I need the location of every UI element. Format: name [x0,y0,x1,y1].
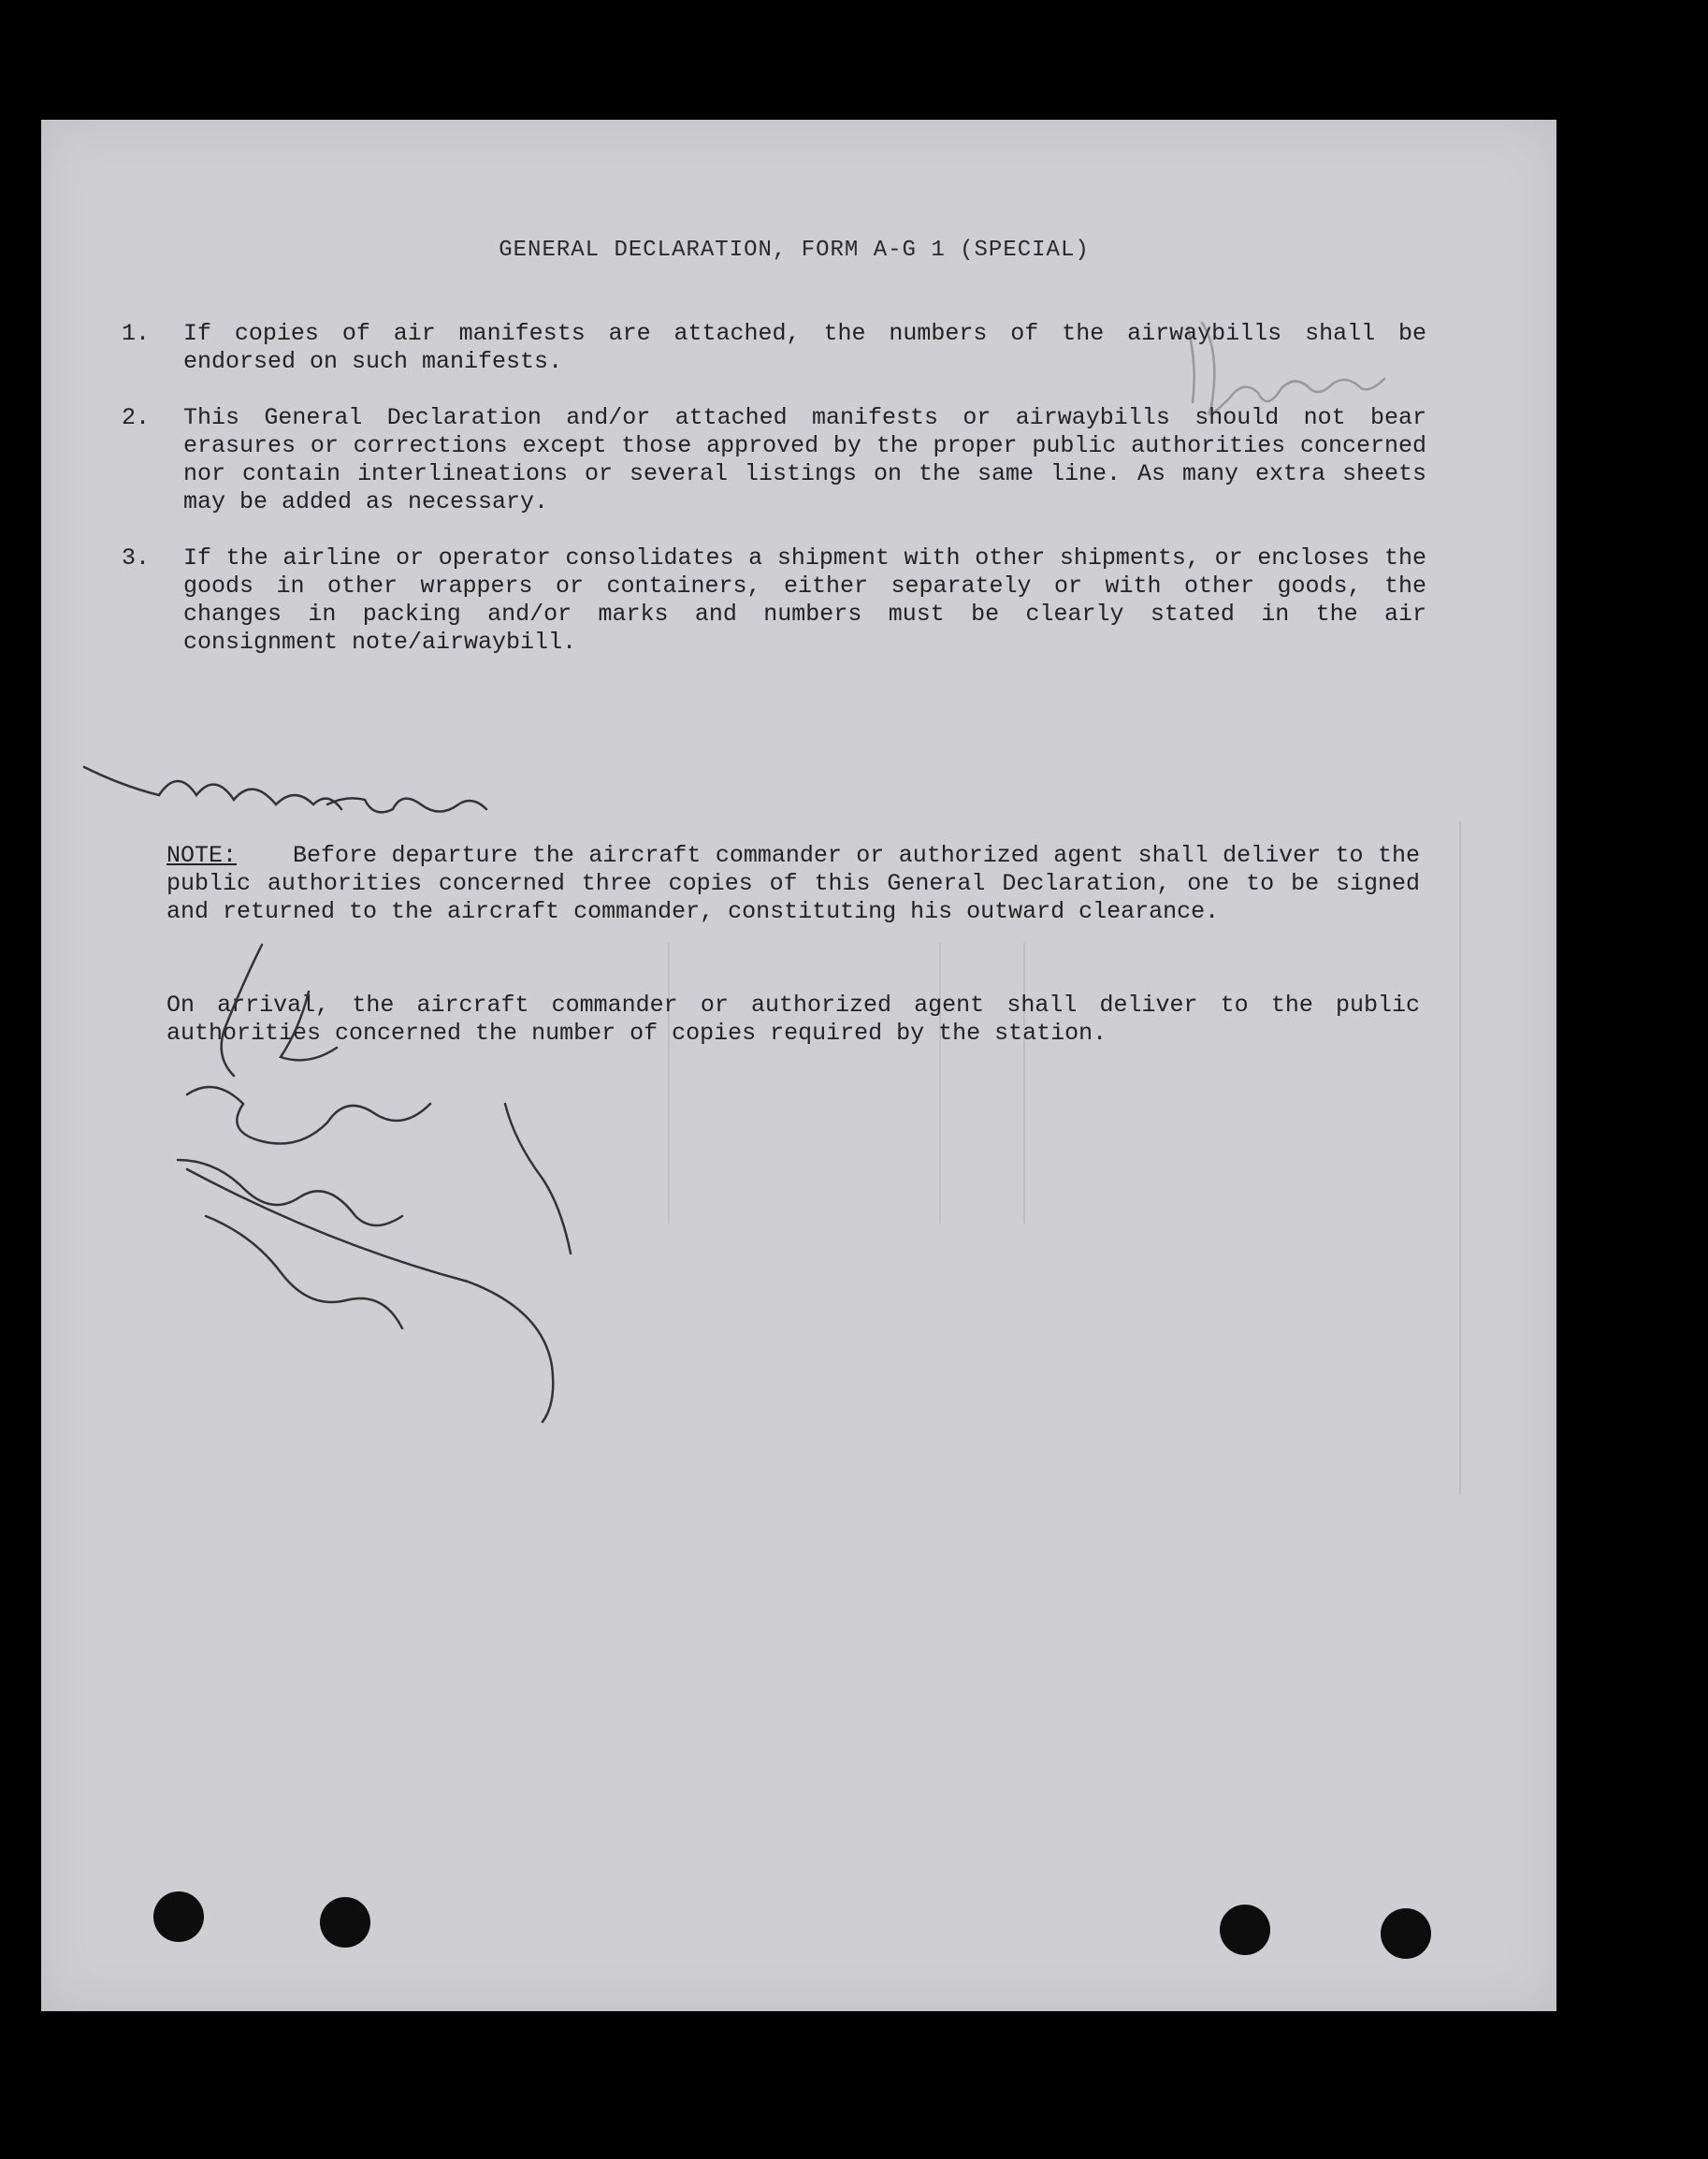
item-text: This General Declaration and/or attached manifests or airwaybills should not bear erasures or corrections except those approved by the proper public authorities concerned nor contain interlineations or several listings on the same line. As many extra sheets may be added as necessary. [183,404,1426,515]
signature-loop [187,1169,553,1422]
form-title: GENERAL DECLARATION, FORM A-G 1 (SPECIAL) [499,238,1090,263]
punch-hole [153,1891,204,1942]
item-text: If the airline or operator consolidates a shipment with other shipments, or encloses the goods in other wrappers or containers, either separately or with other goods, the changes in packing and/or marks and numbers must be clearly stated in the air consignment note/airwaybill. [183,544,1426,656]
signature-stroke [505,1104,571,1253]
note-text: Before departure the aircraft commander or authorized agent shall deliver to the public authorities concerned three copies of this General Declaration, one to be signed and returned to the aircraft commander, constituting his outward clearance. [166,842,1420,925]
signature-stroke [187,1087,430,1144]
punch-hole [320,1897,370,1948]
item-text: If copies of air manifests are attached, the numbers of the airwaybills shall be endorsed on such manifests. [183,320,1426,375]
punch-hole [1220,1905,1270,1955]
signature-stroke [178,1160,402,1225]
signature-stroke [206,1216,402,1328]
underline-scribble [84,767,341,809]
punch-hole [1381,1908,1431,1959]
margin-scribble [1188,323,1384,414]
note-label: NOTE: [166,842,238,869]
item-number: 3. [122,544,151,572]
item-number: 1. [122,320,151,347]
number-scribble [327,798,486,812]
arrival-paragraph: On arrival, the aircraft commander or authorized agent shall deliver to the public authorities concerned the number of copies required by the station. [166,992,1420,1047]
item-number: 2. [122,404,151,431]
signature-stroke [222,945,337,1076]
